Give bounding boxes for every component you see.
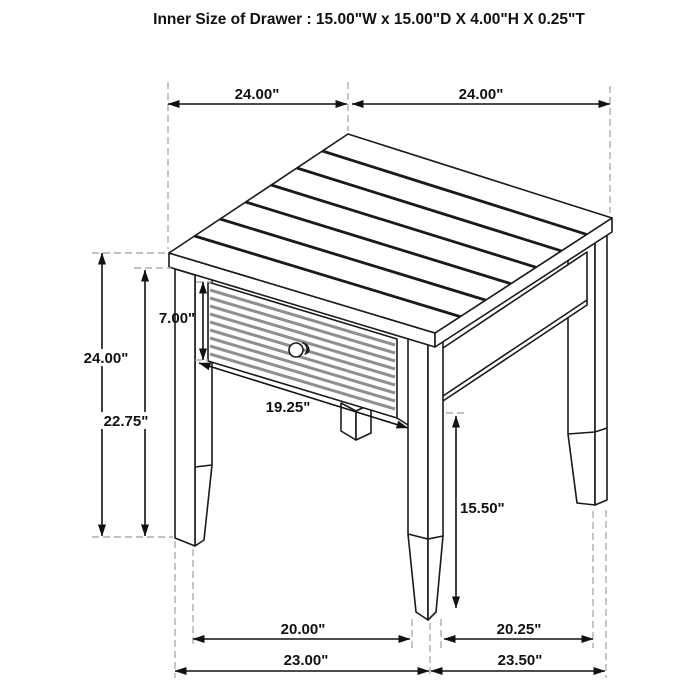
dim-label-front-outer: 23.00" xyxy=(283,652,329,669)
dim-label-top-right: 24.00" xyxy=(458,86,504,103)
front-leg xyxy=(408,336,443,620)
dim-label-overall-height: 24.00" xyxy=(83,350,129,367)
dim-label-drawer-width: 19.25" xyxy=(265,399,311,416)
dim-label-floor-to-apron: 22.75" xyxy=(103,413,149,430)
dim-label-leg-clearance: 15.50" xyxy=(460,500,505,517)
dim-label-drawer-height: 7.00" xyxy=(158,310,196,327)
diagram-title: Inner Size of Drawer : 15.00"W x 15.00"D X 4.00"H X 0.25"T xyxy=(153,11,585,28)
dim-label-front-inner: 20.00" xyxy=(280,621,326,638)
dim-label-side-outer: 23.50" xyxy=(497,652,543,669)
table-structure xyxy=(169,134,612,620)
dim-label-top-left: 24.00" xyxy=(234,86,280,103)
dim-label-side-inner: 20.25" xyxy=(496,621,542,638)
